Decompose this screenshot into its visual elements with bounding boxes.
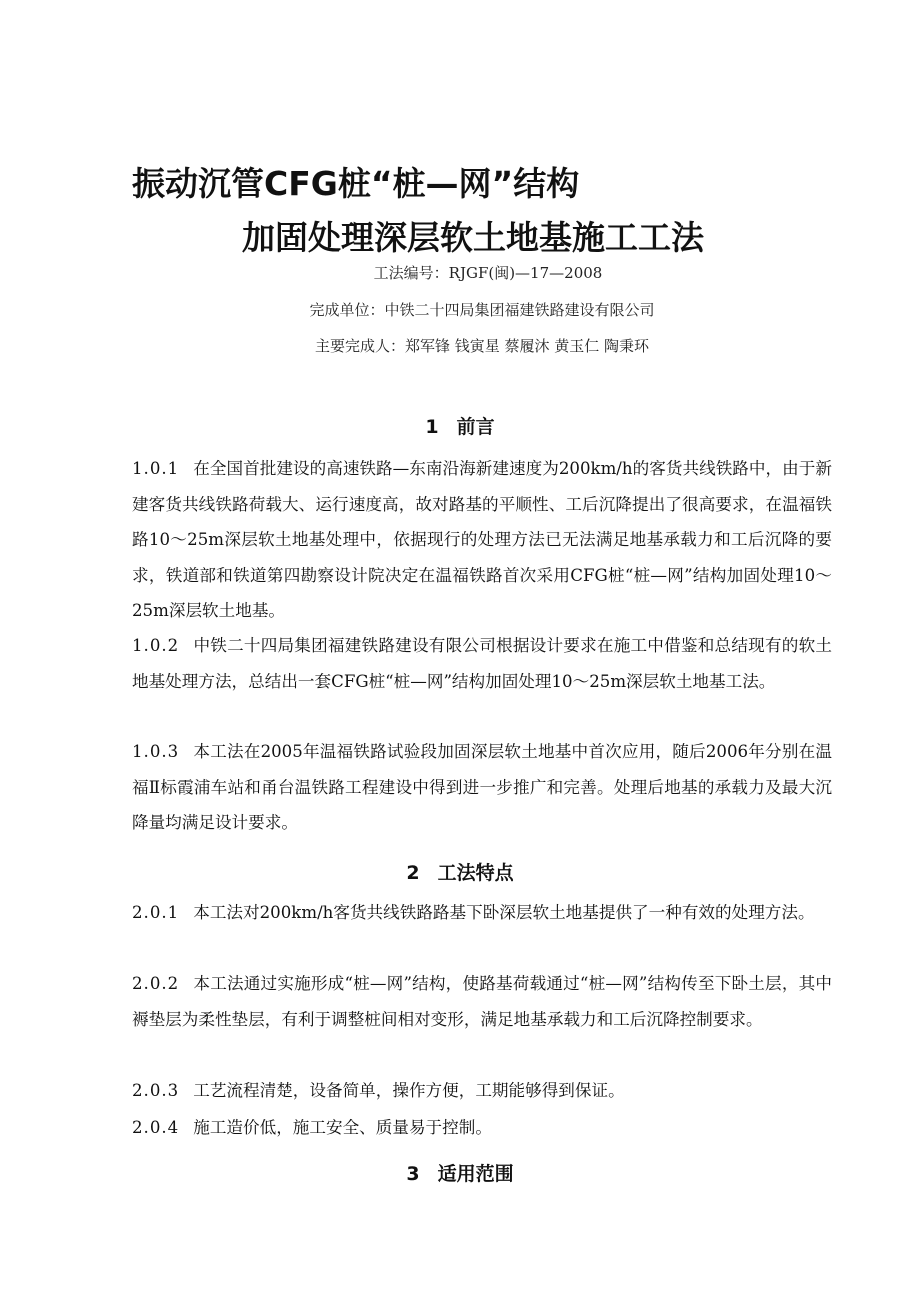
- paragraph-number: 1.0.2: [132, 636, 180, 655]
- paragraph-text: 在全国首批建设的高速铁路—东南沿海新建速度为200km/h的客货共线铁路中，由于新建客货共线铁路荷载大、运行速度高，故对路基的平顺性、工后沉降提出了很高要求，在温福铁路10～25m深层软土地基处理中，依据现行的处理方法已无法满足地基承载力和工后沉降的要求，铁道部和铁道第四勘察设计院决定在温福铁路首次采用CFG桩“桩—网”结构加固处理10～25m深层软土地基。: [132, 459, 832, 620]
- section-number: 2: [406, 862, 420, 884]
- paragraph-1-0-2: [132, 628, 832, 699]
- paragraph-number: 2.0.3: [132, 1081, 180, 1100]
- section-title: 前言: [456, 416, 495, 438]
- section-heading-2: [0, 858, 920, 885]
- paragraph-text: 本工法通过实施形成“桩—网”结构，使路基荷载通过“桩—网”结构传至下卧土层，其中褥垫层为柔性垫层，有利于调整桩间相对变形，满足地基承载力和工后沉降控制要求。: [132, 974, 832, 1029]
- paragraph-text: 中铁二十四局集团福建铁路建设有限公司根据设计要求在施工中借鉴和总结现有的软土地基处理方法，总结出一套CFG桩“桩—网”结构加固处理10～25m深层软土地基工法。: [132, 636, 832, 691]
- paragraph-2-0-1: [132, 895, 832, 931]
- paragraph-2-0-2: [132, 966, 832, 1037]
- paragraph-2-0-4: [132, 1110, 832, 1146]
- paragraph-number: 1.0.1: [132, 459, 180, 478]
- completion-unit: 完成单位：中铁二十四局集团福建铁路建设有限公司: [309, 301, 655, 319]
- paragraph-text: 本工法在2005年温福铁路试验段加固深层软土地基中首次应用，随后2006年分别在温福Ⅱ标霞浦车站和甬台温铁路工程建设中得到进一步推广和完善。处理后地基的承载力及最大沉降量均满足设计要求。: [132, 742, 832, 832]
- paragraph-1-0-3: [132, 734, 832, 841]
- section-heading-3: [0, 1159, 920, 1186]
- paragraph-number: 1.0.3: [132, 742, 180, 761]
- paragraph-text: 工艺流程清楚，设备简单，操作方便，工期能够得到保证。: [193, 1081, 625, 1100]
- paragraph-number: 2.0.4: [132, 1118, 180, 1137]
- section-heading-1: [0, 412, 920, 439]
- document-title-line1: 振动沉管CFG桩“桩—网”结构: [132, 164, 580, 203]
- paragraph-number: 2.0.1: [132, 903, 180, 922]
- paragraph-number: 2.0.2: [132, 974, 180, 993]
- document-title-line2: 加固处理深层软土地基施工工法: [242, 218, 704, 257]
- section-number: 1: [425, 416, 439, 438]
- paragraph-1-0-1: [132, 451, 832, 629]
- section-title: 适用范围: [437, 1163, 514, 1185]
- method-code: 工法编号：RJGF(闽)—17—2008: [373, 264, 603, 282]
- paragraph-text: 本工法对200km/h客货共线铁路路基下卧深层软土地基提供了一种有效的处理方法。: [193, 903, 815, 922]
- paragraph-text: 施工造价低，施工安全、质量易于控制。: [193, 1118, 492, 1137]
- section-title: 工法特点: [437, 862, 514, 884]
- paragraph-2-0-3: [132, 1073, 832, 1109]
- main-contributors: 主要完成人：郑军锋 钱寅星 蔡履沐 黄玉仁 陶秉环: [314, 337, 650, 355]
- section-number: 3: [406, 1163, 420, 1185]
